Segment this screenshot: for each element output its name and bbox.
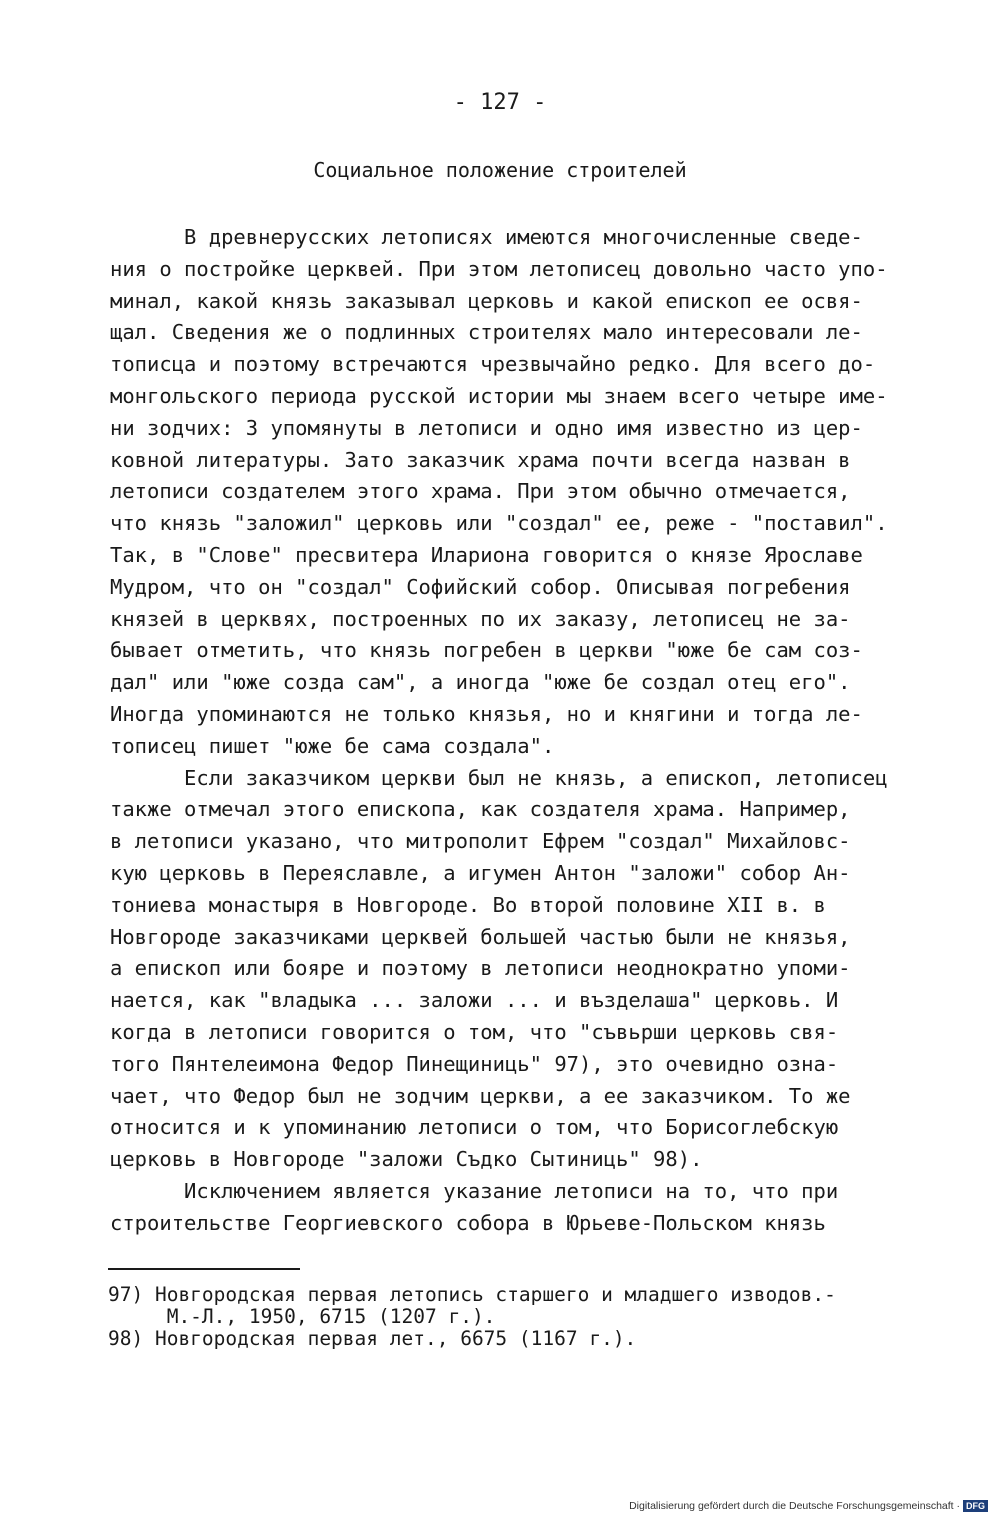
text-line: а епископ или бояре и поэтому в летописи неоднократно упоми-: [110, 956, 851, 981]
text-line: когда в летописи говорится о том, что "съвьрши церковь свя-: [110, 1019, 839, 1044]
footnote-line: М.-Л., 1950, 6715 (1207 г.).: [108, 1305, 496, 1328]
text-line: относится и к упоминанию летописи о том, что Борисоглебскую: [110, 1115, 839, 1140]
text-line: бывает отметить, что князь погребен в церкви "юже бе сам соз-: [110, 638, 863, 663]
footnote-divider: [108, 1268, 300, 1270]
text-line: князей в церквях, построенных по их заказу, летописец не за-: [110, 606, 851, 631]
text-line: тописца и поэтому встречаются чрезвычайно редко. Для всего до-: [110, 352, 876, 377]
text-line: нается, как "владыка ... заложи ... и възделаша" церковь. И: [110, 988, 839, 1013]
footnote-line: 97) Новгородская первая летопись старшего и младшего изводов.-: [108, 1283, 836, 1306]
text-line: Исключением является указание летописи на то, что при: [110, 1178, 839, 1203]
credit-text: Digitalisierung gefördert durch die Deutsche Forschungsgemeinschaft ·: [629, 1500, 960, 1512]
text-line: щал. Сведения же о подлинных строителях мало интересовали ле-: [110, 320, 863, 345]
section-heading: Социальное положение строителей: [313, 158, 687, 182]
footnote-line: 98) Новгородская первая лет., 6675 (1167 г.).: [108, 1327, 637, 1350]
text-line: строительстве Георгиевского собора в Юрьеве-Польском князь: [110, 1210, 826, 1235]
text-line: также отмечал этого епископа, как создателя храма. Например,: [110, 797, 851, 822]
footnotes: [108, 1284, 948, 1350]
body-text: [110, 222, 930, 1240]
text-line: тописец пишет "юже бе сама создала".: [110, 733, 555, 758]
page-number: - 127 -: [453, 90, 547, 115]
text-line: кую церковь в Переяславле, а игумен Антон "заложи" собор Ан-: [110, 860, 851, 885]
text-line: Новгороде заказчиками церквей большей частью были не князья,: [110, 924, 851, 949]
text-line: Иногда упоминаются не только князья, но и княгини и тогда ле-: [110, 701, 863, 726]
text-line: минал, какой князь заказывал церковь и какой епископ ее освя-: [110, 288, 863, 313]
text-line: что князь "заложил" церковь или "создал" ее, реже - "поставил".: [110, 511, 888, 536]
text-line: ковной литературы. Зато заказчик храма почти всегда назван в: [110, 447, 851, 472]
text-line: Если заказчиком церкви был не князь, а епископ, летописец: [110, 765, 888, 790]
text-line: Мудром, что он "создал" Софийский собор. Описывая погребения: [110, 574, 851, 599]
text-line: дал" или "юже созда сам", а иногда "юже бе создал отец его".: [110, 670, 851, 695]
text-line: Так, в "Слове" пресвитера Илариона говорится о князе Ярославе: [110, 542, 863, 567]
text-line: того Пянтелеимона Федор Пинещиниць" 97), это очевидно озна-: [110, 1051, 839, 1076]
text-line: ни зодчих: 3 упомянуты в летописи и одно имя известно из цер-: [110, 415, 863, 440]
text-line: летописи создателем этого храма. При этом обычно отмечается,: [110, 479, 851, 504]
digitization-credit: [629, 1500, 988, 1512]
text-line: тониева монастыря в Новгороде. Во второй половине XII в. в: [110, 892, 826, 917]
text-line: В древнерусских летописях имеются многочисленные сведе-: [110, 225, 863, 249]
text-line: в летописи указано, что митрополит Ефрем "создал" Михайловс-: [110, 829, 851, 854]
text-line: ния о постройке церквей. При этом летописец довольно часто упо-: [110, 256, 888, 281]
dfg-logo-icon: DFG: [963, 1500, 988, 1512]
text-line: чает, что Федор был не зодчим церкви, а ее заказчиком. То же: [110, 1083, 851, 1108]
text-line: монгольского периода русской истории мы знаем всего четыре име-: [110, 383, 888, 408]
text-line: церковь в Новгороде "заложи Съдко Сытиниць" 98).: [110, 1147, 703, 1172]
